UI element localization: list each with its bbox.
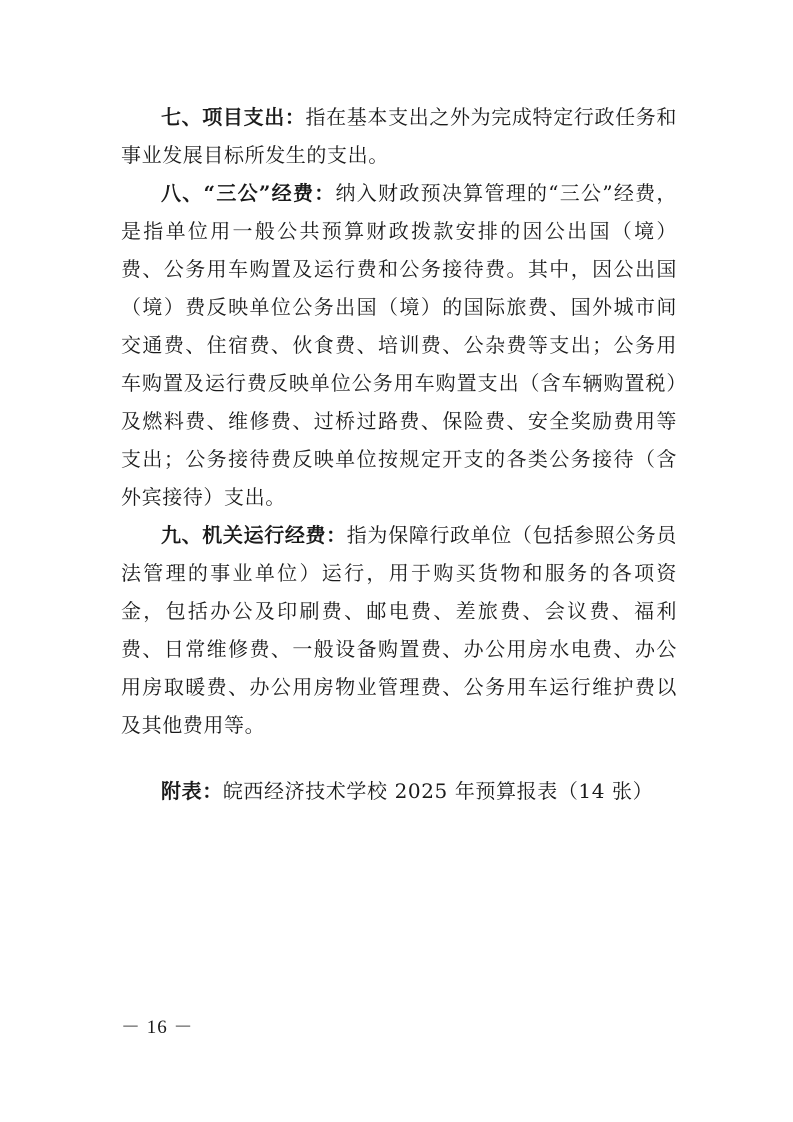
paragraph-text: 指在基本支出之外为完成特定行政任务和事业发展目标所发生的支出。 xyxy=(121,105,677,167)
paragraph-heading: 七、项目支出： xyxy=(161,105,306,129)
paragraph-agency-operating-expenses xyxy=(121,516,677,744)
attachment-text: 皖西经济技术学校 2025 年预算报表（14 张） xyxy=(222,779,654,803)
paragraph-three-public-expenses xyxy=(121,174,677,516)
attachment-note xyxy=(161,772,681,810)
paragraph-heading: 八、“三公”经费： xyxy=(161,181,336,205)
paragraph-project-expenditure xyxy=(121,98,677,174)
paragraph-text: 指为保障行政单位（包括参照公务员法管理的事业单位）运行，用于购买货物和服务的各项资金，包括办公及印刷费、邮电费、差旅费、会议费、福利费、日常维修费、一般设备购置费、办公用房水电费、办公用房取暖费、办公用房物业管理费、公务用车运行维护费以及其他费用等。 xyxy=(121,523,677,737)
page-number: － 16 － xyxy=(121,1017,194,1038)
paragraph-text: 纳入财政预决算管理的“三公”经费，是指单位用一般公共预算财政拨款安排的因公出国（境）费、公务用车购置及运行费和公务接待费。其中，因公出国（境）费反映单位公务出国（境）的国际旅费、国外城市间交通费、住宿费、伙食费、培训费、公杂费等支出；公务用车购置及运行费反映单位公务用车购置支出（含车辆购置税）及燃料费、维修费、过桥过路费、保险费、安全奖励费用等支出；公务接待费反映单位按规定开支的各类公务接待（含外宾接待）支出。 xyxy=(121,181,677,509)
attachment-heading: 附表： xyxy=(161,779,223,803)
paragraph-heading: 九、机关运行经费： xyxy=(161,523,347,547)
document-body xyxy=(121,98,677,744)
